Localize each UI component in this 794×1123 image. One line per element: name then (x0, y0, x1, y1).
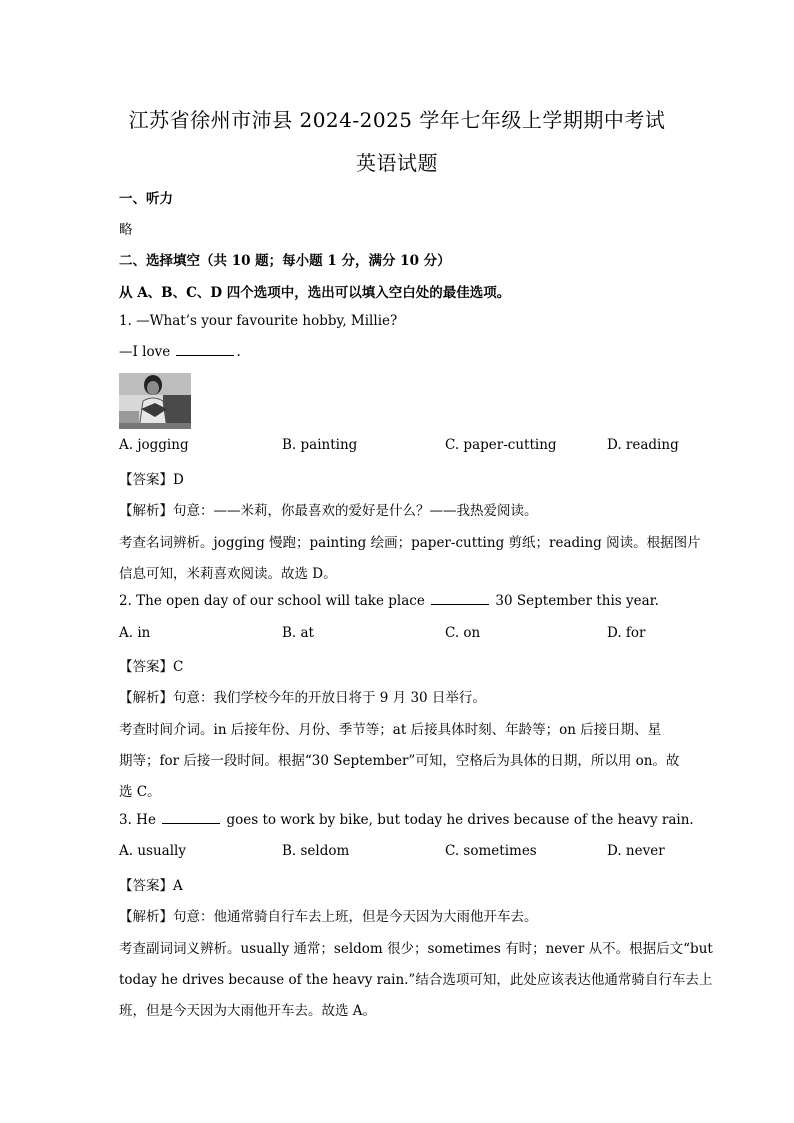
question-1-reply-start: —I love (119, 344, 171, 360)
document-subtitle: 英语试题 (356, 151, 438, 175)
question-3-answer: 【答案】A (119, 878, 183, 894)
question-1-option-d: D. reading (607, 437, 679, 453)
question-3-option-d: D. never (607, 843, 665, 859)
question-3-analysis-line: 班，但是今天因为大雨他开车去。故选 A。 (119, 1003, 377, 1019)
section-heading-choice: 二、选择填空（共 10 题；每小题 1 分，满分 10 分） (119, 253, 451, 269)
question-2-analysis-line: 【解析】句意：我们学校今年的开放日将于 9 月 30 日举行。 (119, 690, 486, 706)
question-1-analysis-line: 【解析】句意：——米莉，你最喜欢的爱好是什么？——我热爱阅读。 (119, 503, 538, 519)
question-2-analysis-line: 考查时间介词。in 后接年份、月份、季节等；at 后接具体时刻、年龄等；on 后接日期、星 (119, 722, 662, 738)
question-3-option-b: B. seldom (282, 843, 350, 859)
document-title: 江苏省徐州市沛县 2024-2025 学年七年级上学期期中考试 (128, 108, 666, 132)
answer-blank (162, 822, 220, 824)
question-2-option-b: B. at (282, 625, 314, 641)
question-2-option-d: D. for (607, 625, 646, 641)
question-1-reply (119, 344, 241, 360)
question-3-stem-end: goes to work by bike, but today he drives because of the heavy rain. (226, 812, 694, 828)
question-3-analysis-line: 考查副词词义辨析。usually 通常；seldom 很少；sometimes 有时；never 从不。根据后文“but (119, 941, 713, 957)
question-1-reply-end: . (236, 344, 241, 360)
answer-blank (176, 354, 234, 356)
question-3-option-a: A. usually (119, 843, 186, 859)
question-1-stem: 1. —What’s your favourite hobby, Millie? (119, 313, 398, 329)
section-heading-listening: 一、听力 (119, 191, 173, 207)
question-3-option-c: C. sometimes (445, 843, 537, 859)
section-instruction: 从 A、B、C、D 四个选项中，选出可以填入空白处的最佳选项。 (119, 285, 511, 301)
question-1-option-a: A. jogging (119, 437, 189, 453)
question-3-stem-start: 3. He (119, 812, 156, 828)
question-2-stem (119, 593, 659, 609)
section-body-omitted: 略 (119, 222, 133, 238)
question-1-option-c: C. paper-cutting (445, 437, 557, 453)
question-2-stem-start: 2. The open day of our school will take place (119, 593, 425, 609)
question-1-answer: 【答案】D (119, 472, 184, 488)
girl-reading-photo (119, 373, 191, 429)
question-2-option-a: A. in (119, 625, 151, 641)
question-2-option-c: C. on (445, 625, 481, 641)
question-1-analysis-line: 信息可知，米莉喜欢阅读。故选 D。 (119, 566, 337, 582)
question-1-analysis-line: 考查名词辨析。jogging 慢跑；painting 绘画；paper-cutting 剪纸；reading 阅读。根据图片 (119, 535, 701, 551)
question-3-analysis-line: today he drives because of the heavy rain.”结合选项可知，此处应该表达他通常骑自行车去上 (119, 972, 713, 988)
question-2-answer: 【答案】C (119, 659, 184, 675)
answer-blank (431, 603, 489, 605)
question-2-stem-end: 30 September this year. (495, 593, 659, 609)
question-2-analysis-line: 期等；for 后接一段时间。根据“30 September”可知，空格后为具体的日期，所以用 on。故 (119, 753, 680, 769)
question-2-analysis-line: 选 C。 (119, 784, 161, 800)
question-3-stem (119, 812, 694, 828)
question-1-option-b: B. painting (282, 437, 358, 453)
question-3-analysis-line: 【解析】句意：他通常骑自行车去上班，但是今天因为大雨他开车去。 (119, 909, 538, 925)
